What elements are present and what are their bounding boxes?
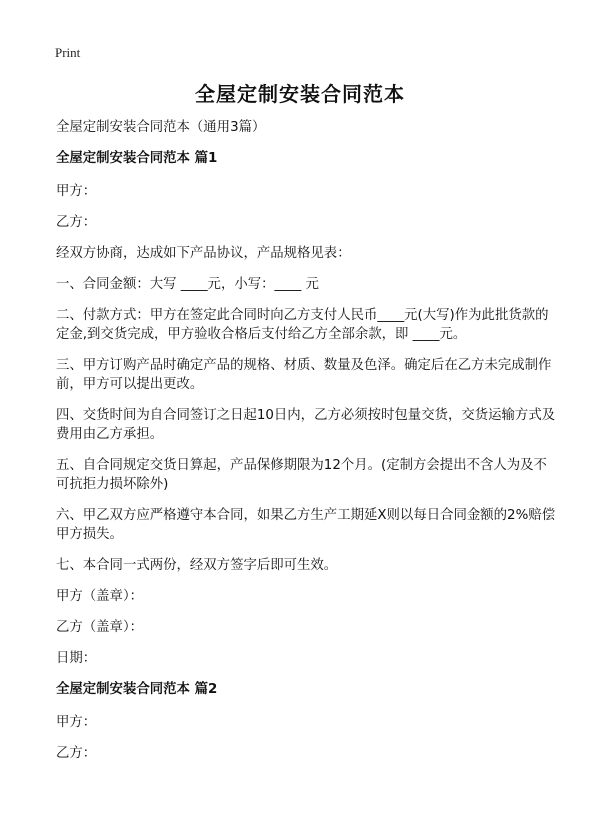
clause-5: 五、自合同规定交货日算起，产品保修期限为12个月。(定制方会提出不含人为及不可抗拒力损坏除外) [56, 458, 547, 492]
document-title: 全屋定制安装合同范本 [195, 82, 405, 106]
clause-6: 六、甲乙双方应严格遵守本合同，如果乙方生产工期延X则以每日合同金额的2%赔偿甲方损失。 [56, 508, 556, 542]
print-link[interactable]: Print [55, 45, 81, 60]
document-body [56, 118, 556, 775]
party-a-line: 甲方： [56, 184, 97, 199]
signature-party-b: 乙方（盖章）： [56, 620, 144, 635]
agreement-intro: 经双方协商，达成如下产品协议，产品规格见表： [56, 246, 351, 261]
document-subtitle: 全屋定制安装合同范本（通用3篇） [56, 120, 266, 135]
clause-2: 二、付款方式：甲方在签定此合同时向乙方支付人民币____元(大写)作为此批货款的定金,到交货完成，甲方验收合格后支付给乙方全部余款，即 ____元。 [56, 308, 549, 342]
section-heading-2: 全屋定制安装合同范本 篇2 [56, 682, 218, 697]
clause-1: 一、合同金额：大写 ____元，小写：____ 元 [56, 277, 319, 292]
date-line: 日期： [56, 651, 97, 666]
party-b-line: 乙方： [56, 215, 97, 230]
clause-4: 四、交货时间为自合同签订之日起10日内，乙方必须按时包量交货，交货运输方式及费用由乙方承担。 [56, 408, 556, 442]
clause-3: 三、甲方订购产品时确定产品的规格、材质、数量及色泽。确定后在乙方未完成制作前，甲方可以提出更改。 [56, 358, 552, 392]
section-heading-1: 全屋定制安装合同范本 篇1 [56, 151, 218, 166]
party-a-line-2: 甲方： [56, 715, 97, 730]
party-b-line-2: 乙方： [56, 746, 97, 761]
clause-7: 七、本合同一式两份，经双方签字后即可生效。 [56, 558, 338, 573]
signature-party-a: 甲方（盖章）： [56, 589, 144, 604]
